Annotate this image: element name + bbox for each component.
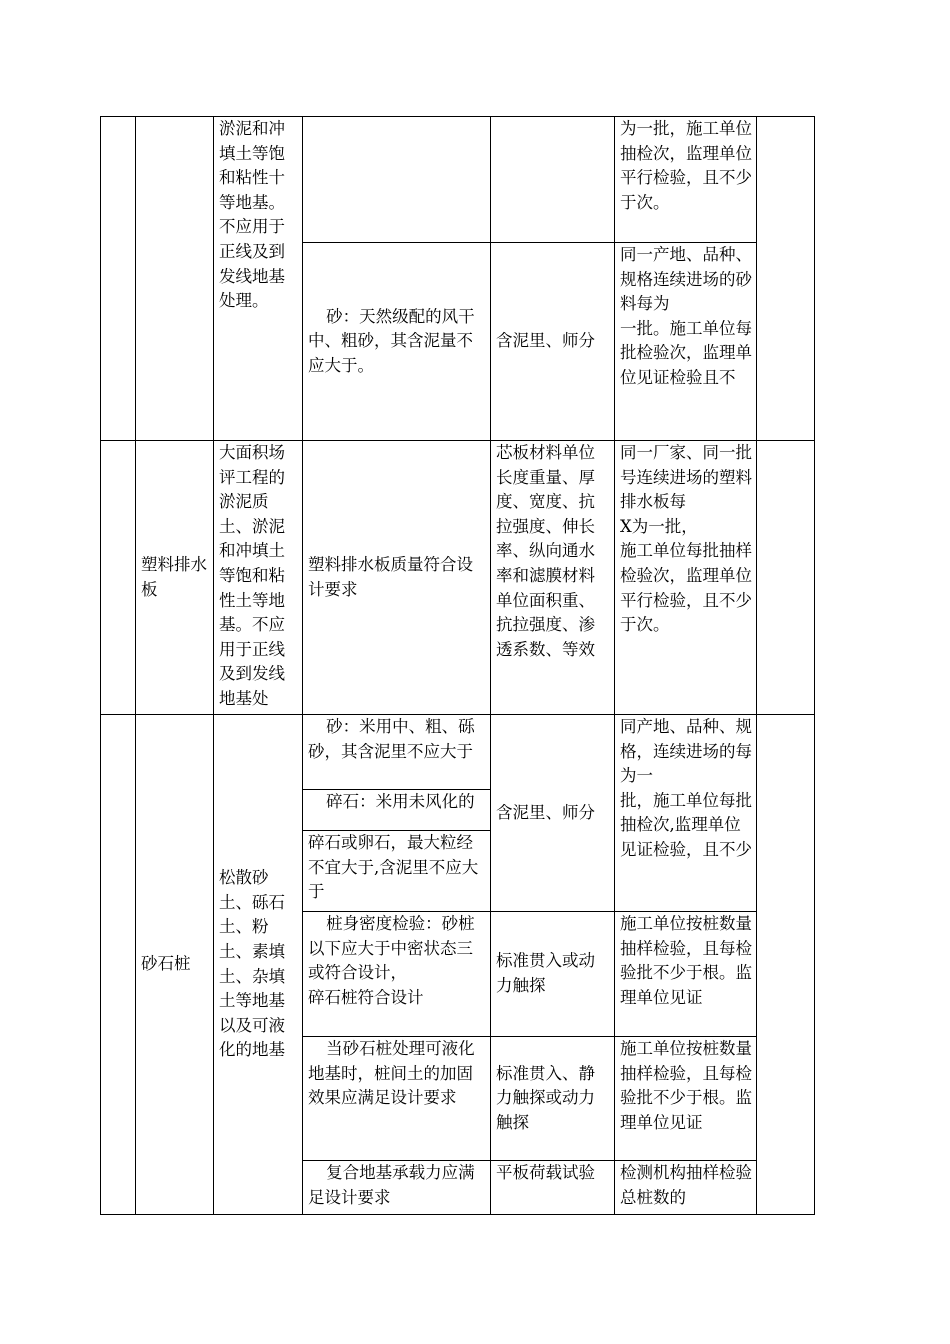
item-name-cell xyxy=(136,117,214,441)
frequency-text: 检测机构抽样检验总桩数的 xyxy=(620,1163,752,1207)
method-cell xyxy=(491,1161,615,1215)
index-cell xyxy=(101,117,136,441)
frequency-text-3: 施工单位每批抽样检验次，监理单位平行检验，且不少于次。 xyxy=(620,541,752,635)
requirement-cell xyxy=(303,1161,491,1215)
item-name: 砂石桩 xyxy=(141,954,191,974)
scope-cell xyxy=(214,715,303,1215)
requirement-text: 砂：米用中、粗、砾砂，其含泥里不应大于 xyxy=(308,717,475,761)
method-cell xyxy=(491,441,615,715)
method-text: 含泥里、师分 xyxy=(496,802,595,822)
method-text: 标准贯入、静力触探或动力触探 xyxy=(496,1063,595,1132)
requirement-text: 碎石或卵石，最大粒经不宜大于,含泥里不应大于 xyxy=(308,833,479,902)
method-text: 芯板材料单位长度重量、厚度、宽度、抗拉强度、伸长率、纵向通水率和滤膜材料单位面积重、抗拉强度、渗透系数、等效 xyxy=(496,443,595,659)
requirement-cell xyxy=(303,790,491,831)
method-cell xyxy=(491,117,615,243)
scope-text: 松散砂土、砾石土、粉土、素填土、杂填土等地基以及可液化的地基 xyxy=(219,868,285,1060)
frequency-cell xyxy=(615,1037,757,1161)
frequency-text-1: 同产地、品种、规格，连续进场的每为一 xyxy=(620,717,752,786)
requirement-text: 砂：天然级配的风干中、粗砂，其含泥量不应大于。 xyxy=(308,306,475,375)
index-cell xyxy=(101,715,136,1215)
frequency-text-2: 一批。施工单位每批检验次，监理单位见证检验且不 xyxy=(620,318,752,387)
item-name: 塑料排水板 xyxy=(141,554,207,599)
requirement-cell xyxy=(303,243,491,441)
scope-cell xyxy=(214,117,303,441)
method-cell xyxy=(491,243,615,441)
requirement-text: 碎石：米用未风化的 xyxy=(326,792,475,811)
scope-text: 淤泥和冲填土等饱和粘性十等地基。不应用于正线及到发线地基处理。 xyxy=(219,119,285,311)
requirement-text: 当砂石桩处理可液化地基时，桩间土的加固效果应满足设计要求 xyxy=(308,1039,475,1108)
frequency-cell xyxy=(615,243,757,441)
requirement-cell xyxy=(303,441,491,715)
frequency-text-2: 批，施工单位每批抽检次,监理单位见证检验，且不少 xyxy=(620,790,752,859)
requirement-text-2: 碎石桩符合设计 xyxy=(308,987,424,1007)
frequency-cell xyxy=(615,912,757,1037)
method-cell xyxy=(491,715,615,912)
scope-text: 大面积场评工程的淤泥质土、淤泥和冲填土等饱和粘性土等地基。不应用于正线及到发线地基处 xyxy=(219,443,285,708)
scope-cell xyxy=(214,441,303,715)
frequency-text-1: 同一产地、品种、规格连续进场的砂料每为 xyxy=(620,245,752,314)
method-text: 标准贯入或动力触探 xyxy=(496,951,595,995)
remark-cell xyxy=(757,117,815,441)
frequency-text: 施工单位按桩数量抽样检验，且每检验批不少于根。监理单位见证 xyxy=(620,914,752,1007)
frequency-cell xyxy=(615,715,757,912)
requirement-text: 复合地基承载力应满足设计要求 xyxy=(308,1163,475,1207)
index-cell xyxy=(101,441,136,715)
item-name-cell xyxy=(136,441,214,715)
remark-cell xyxy=(757,441,815,715)
requirement-cell xyxy=(303,715,491,790)
frequency-cell xyxy=(615,117,757,243)
requirement-cell xyxy=(303,831,491,912)
frequency-text: 为一批，施工单位抽检次，监理单位平行检验，且不少于次。 xyxy=(620,119,752,212)
method-text: 平板荷载试验 xyxy=(496,1163,595,1182)
method-text: 含泥里、师分 xyxy=(496,331,595,351)
frequency-cell xyxy=(615,441,757,715)
item-name-cell xyxy=(136,715,214,1215)
requirement-cell xyxy=(303,912,491,1037)
frequency-text: 施工单位按桩数量抽样检验，且每检验批不少于根。监理单位见证 xyxy=(620,1039,752,1132)
requirement-cell xyxy=(303,1037,491,1161)
frequency-cell xyxy=(615,1161,757,1215)
remark-cell xyxy=(757,715,815,1215)
requirement-cell xyxy=(303,117,491,243)
method-cell xyxy=(491,912,615,1037)
method-cell xyxy=(491,1037,615,1161)
frequency-text-1: 同一厂家、同一批号连续进场的塑料排水板每 xyxy=(620,443,752,512)
requirement-text-1: 桩身密度检验：砂桩以下应大于中密状态三或符合设计， xyxy=(308,914,475,983)
inspection-table xyxy=(100,116,815,1215)
requirement-text: 塑料排水板质量符合设计要求 xyxy=(308,554,473,599)
frequency-text-2: X为一批， xyxy=(620,516,698,536)
